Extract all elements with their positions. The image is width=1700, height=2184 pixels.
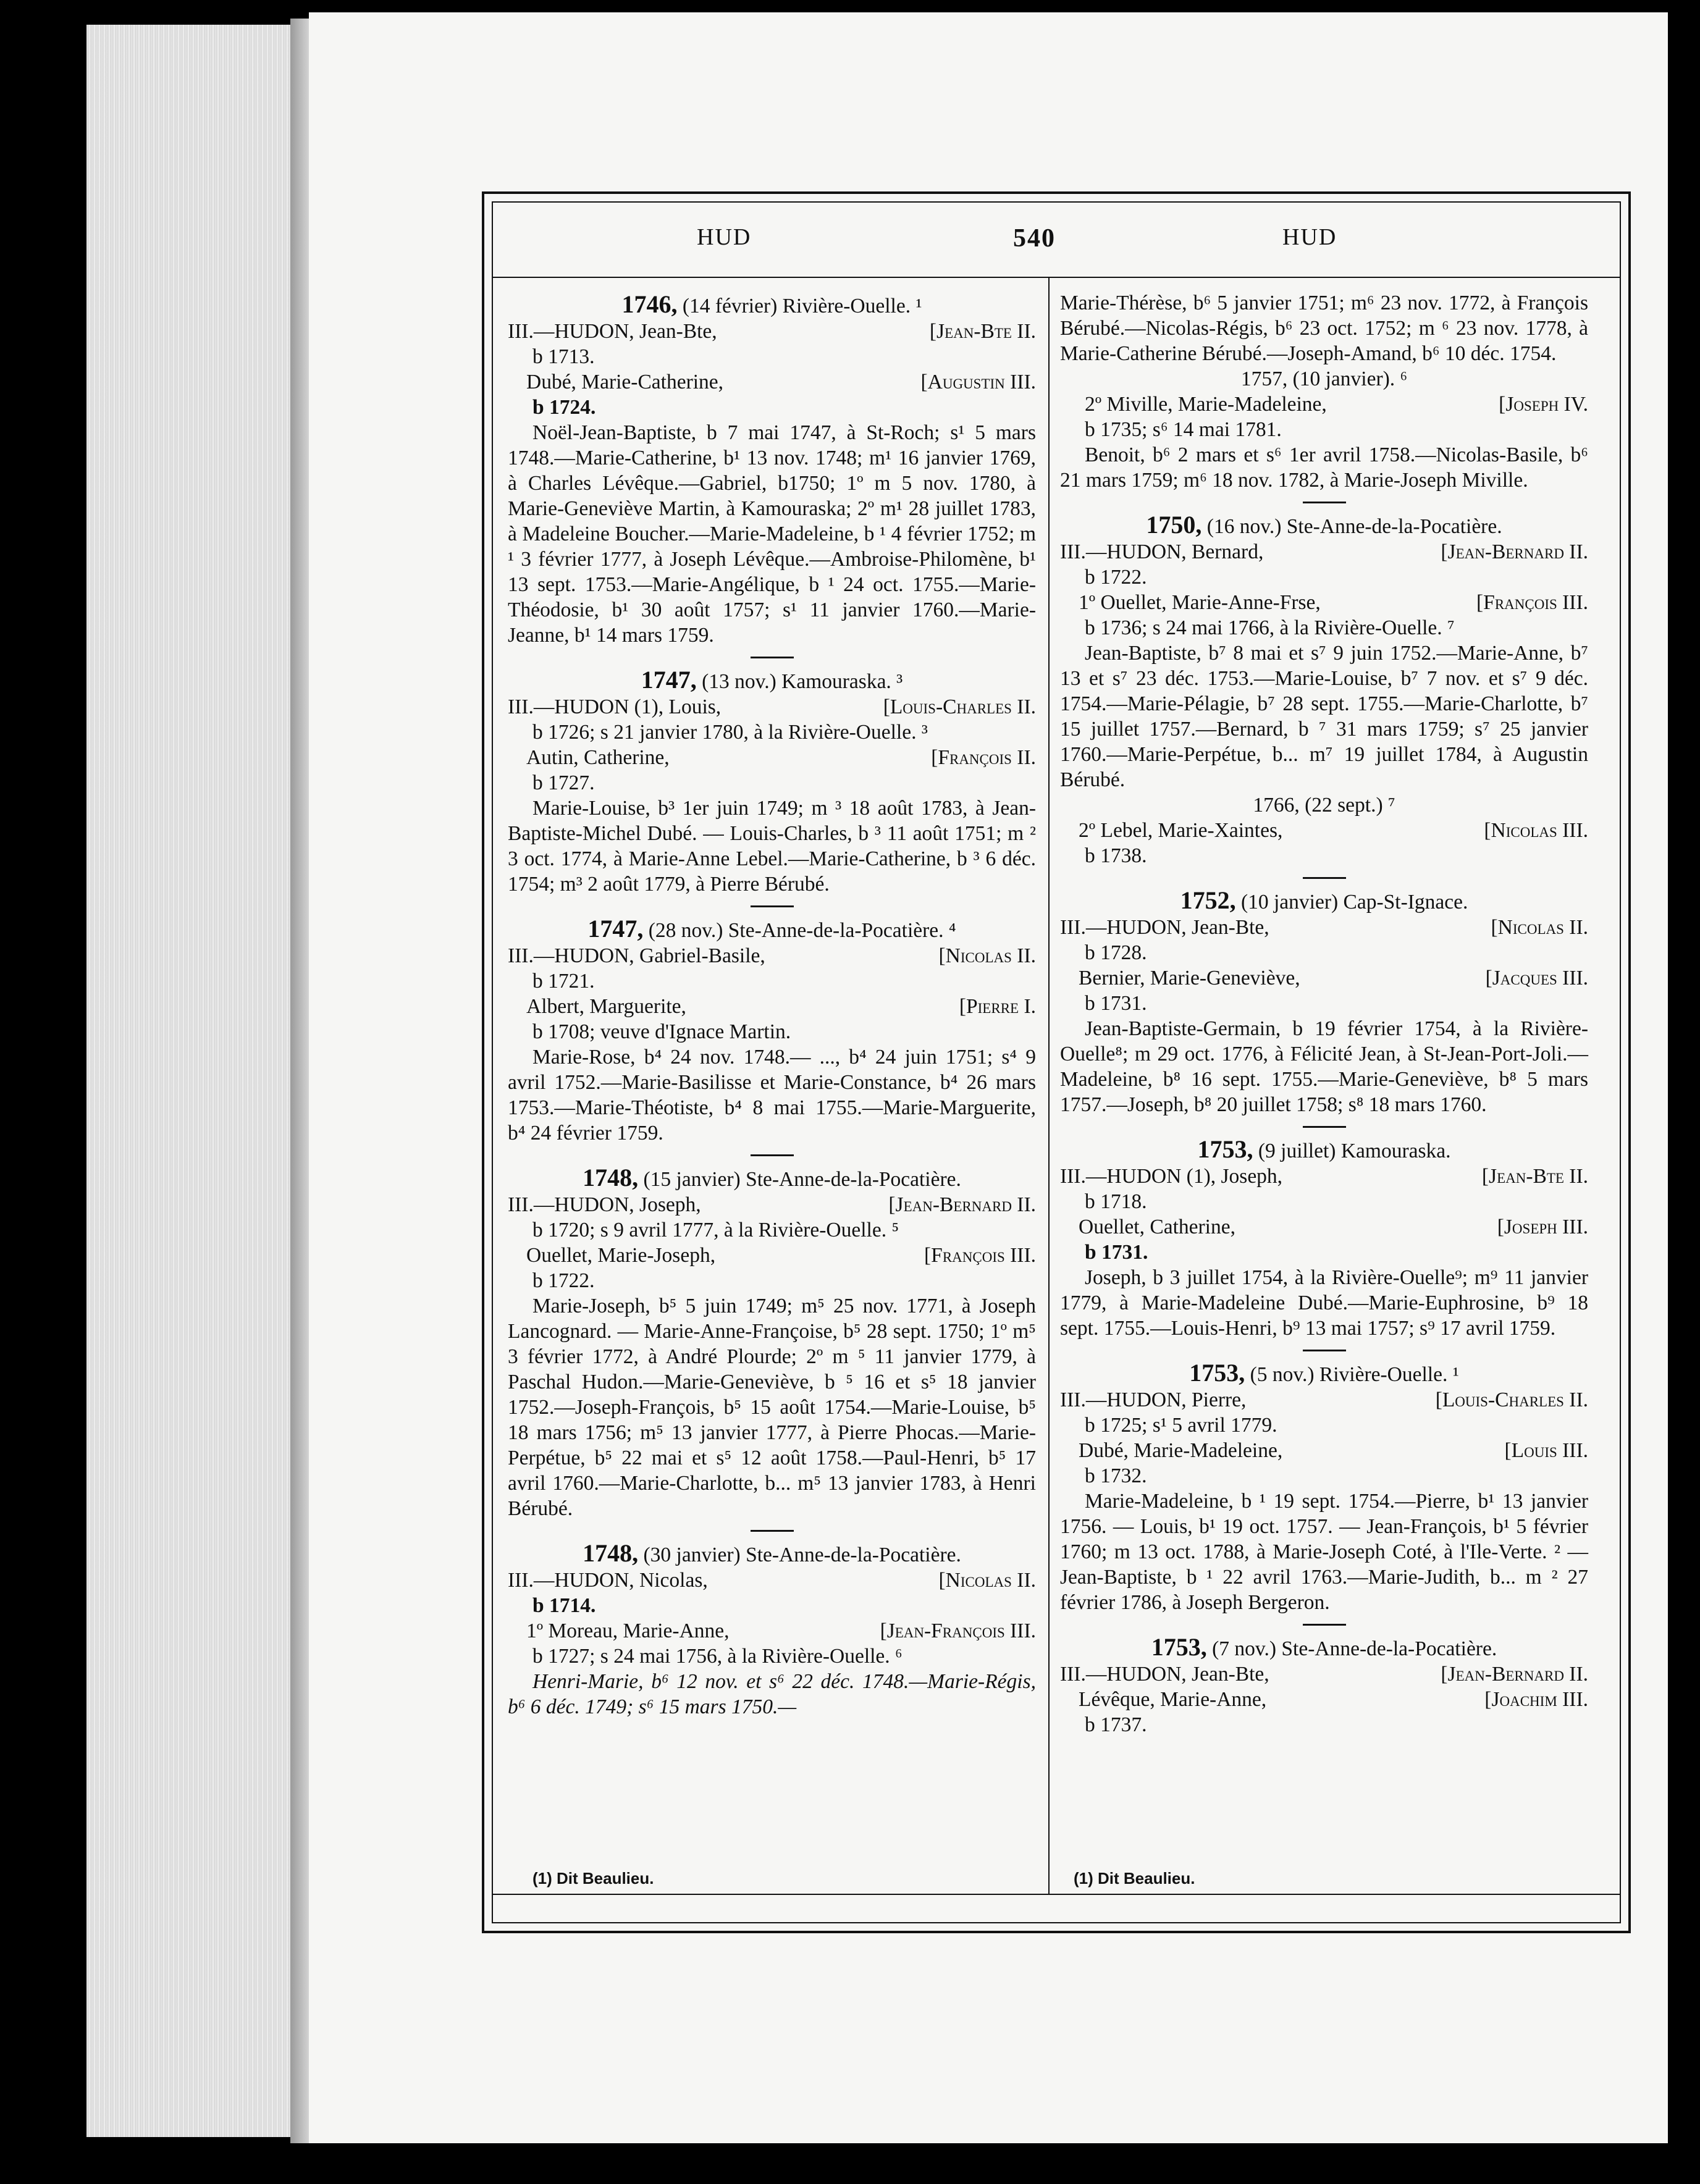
wife-line: Albert, Marguerite, [Pierre I.: [526, 995, 1036, 1018]
wife-line: Lévêque, Marie-Anne, [Joachim III.: [1079, 1688, 1588, 1711]
children-list: Marie-Madeleine, b ¹ 19 sept. 1754.—Pierre, b¹ 13 janvier 1756. — Louis, b¹ 19 oct. 1757. — Jean-François, b¹ 5 février 1760; m 13 oct. 1788, à Marie-Joseph Coté, à l'Ile-Verte. ² — Jean-Baptiste, b ¹ 22 avril 1763.—Marie-Judith, b... m ² 27 février 1786, à Joseph Bergeron.: [1060, 1490, 1588, 1614]
entry-heading: 1746, (14 février) Rivière-Ouelle. ¹: [621, 290, 922, 318]
wife-birth: b 1708; veuve d'Ignace Martin.: [532, 1020, 791, 1043]
husband-birth: b 1725; s¹ 5 avril 1779.: [1085, 1414, 1277, 1437]
husband-birth: b 1728.: [1085, 941, 1147, 964]
entry-heading: 1753, (9 juillet) Kamouraska.: [1197, 1135, 1451, 1163]
children-list: Benoit, b⁶ 2 mars et s⁶ 1er avril 1758.—Nicolas-Basile, b⁶ 21 mars 1759; m⁶ 18 nov. 1782, à Marie-Joseph Miville.: [1060, 443, 1588, 492]
second-marriage-heading: 1757, (10 janvier). ⁶: [1240, 368, 1408, 390]
wife-birth: b 1727.: [532, 771, 595, 794]
entry-separator: [1303, 1126, 1346, 1128]
wife-line: Dubé, Marie-Madeleine, [Louis III.: [1079, 1439, 1588, 1462]
wife-birth: b 1727; s 24 mai 1756, à la Rivière-Ouelle. ⁶: [532, 1645, 903, 1668]
entry-heading: 1748, (15 janvier) Ste-Anne-de-la-Pocatière.: [583, 1164, 961, 1191]
entry-heading: 1753, (5 nov.) Rivière-Ouelle. ¹: [1189, 1359, 1459, 1387]
entry-heading: 1753, (7 nov.) Ste-Anne-de-la-Pocatière.: [1151, 1633, 1497, 1661]
husband-line: III.—HUDON, Jean-Bte, [Jean-Bte II.: [508, 320, 1036, 343]
entry-separator: [751, 1154, 794, 1156]
children-list: Joseph, b 3 juillet 1754, à la Rivière-Ouelle⁹; m⁹ 11 janvier 1779, à Marie-Madeleine Dubé.—Marie-Euphrosine, b⁹ 18 sept. 1755.—Louis-Henri, b⁹ 13 mai 1757; s⁹ 17 avril 1759.: [1060, 1266, 1588, 1340]
wife-birth: b 1732.: [1085, 1464, 1147, 1487]
second-marriage-heading: 1766, (22 sept.) ⁷: [1253, 794, 1395, 817]
husband-birth: b 1726; s 21 janvier 1780, à la Rivière-Ouelle. ³: [532, 721, 928, 744]
husband-line: III.—HUDON, Nicolas, [Nicolas II.: [508, 1569, 1036, 1592]
husband-birth: b 1720; s 9 avril 1777, à la Rivière-Ouelle. ⁵: [532, 1219, 899, 1241]
wife-line: 2º Miville, Marie-Madeleine, [Joseph IV.: [1085, 393, 1588, 416]
entry-heading: 1748, (30 janvier) Ste-Anne-de-la-Pocatière.: [583, 1539, 961, 1567]
entry-separator: [751, 657, 794, 658]
wife-birth: b 1724.: [532, 396, 596, 419]
entry-heading: 1747, (28 nov.) Ste-Anne-de-la-Pocatière. ⁴: [587, 915, 956, 943]
husband-line: III.—HUDON (1), Louis, [Louis-Charles II.: [508, 695, 1036, 718]
wife-line: Dubé, Marie-Catherine, [Augustin III.: [526, 371, 1036, 393]
entry-separator: [1303, 877, 1346, 879]
entry-heading: 1752, (10 janvier) Cap-St-Ignace.: [1180, 886, 1468, 914]
running-head-left: HUD: [697, 224, 752, 250]
entry-separator: [751, 1530, 794, 1532]
footnote-left: (1) Dit Beaulieu.: [532, 1869, 654, 1888]
wife-birth: b 1731.: [1085, 1241, 1148, 1264]
wife-line: Bernier, Marie-Geneviève, [Jacques III.: [1079, 967, 1588, 989]
wife-line: 2º Lebel, Marie-Xaintes, [Nicolas III.: [1079, 819, 1588, 842]
wife-line: 1º Ouellet, Marie-Anne-Frse, [François III.: [1079, 591, 1588, 614]
husband-birth: b 1718.: [1085, 1190, 1147, 1213]
children-list: Marie-Louise, b³ 1er juin 1749; m ³ 18 août 1783, à Jean-Baptiste-Michel Dubé. — Louis-Charles, b ³ 11 août 1751; m ² 3 oct. 1774, à Marie-Anne Lebel.—Marie-Catherine, b ³ 6 déc. 1754; m³ 2 août 1779, à Pierre Bérubé.: [508, 797, 1036, 896]
children-list: Noël-Jean-Baptiste, b 7 mai 1747, à St-Roch; s¹ 5 mars 1748.—Marie-Catherine, b¹ 13 nov. 1748; m¹ 16 janvier 1769, à Charles Lévêque.—Gabriel, b1750; 1º m 5 nov. 1780, à Marie-Geneviève Martin, à Kamouraska; 2º m¹ 28 juillet 1783, à Madeleine Boucher.—Marie-Madeleine, b ¹ 4 février 1752; m ¹ 3 février 1777, à Joseph Lévêque.—Ambroise-Philomène, b¹ 13 sept. 1753.—Marie-Angélique, b ¹ 24 oct. 1755.—Marie-Théodosie, b¹ 30 août 1757; s¹ 11 janvier 1760.—Marie-Jeanne, b¹ 14 mars 1759.: [508, 421, 1036, 647]
husband-line: III.—HUDON, Jean-Bte, [Nicolas II.: [1060, 916, 1588, 939]
children-list: Marie-Joseph, b⁵ 5 juin 1749; m⁵ 25 nov. 1771, à Joseph Lancognard. — Marie-Anne-Françoise, b⁵ 28 sept. 1750; 1º m⁵ 3 février 1772, à André Plourde; 2º m ⁵ 11 janvier 1779, à Paschal Hudon.—Marie-Geneviève, b ⁵ 16 et s⁵ 18 janvier 1752.—Joseph-François, b⁵ 15 août 1754.—Marie-Louise, b⁵ 18 mars 1756; m⁵ 13 janvier 1777, à Pierre Phocas.—Marie-Perpétue, b⁵ 22 mai et s⁵ 12 août 1758.—Paul-Henri, b⁵ 17 avril 1760.—Marie-Charlotte, b... m⁵ 13 janvier 1783, à Henri Bérubé.: [508, 1295, 1036, 1520]
wife-birth: b 1737.: [1085, 1713, 1147, 1736]
husband-line: III.—HUDON, Jean-Bte, [Jean-Bernard II.: [1060, 1663, 1588, 1686]
wife-line: Ouellet, Marie-Joseph, [François III.: [526, 1244, 1036, 1267]
husband-line: III.—HUDON (1), Joseph, [Jean-Bte II.: [1060, 1165, 1588, 1188]
husband-birth: b 1721.: [532, 970, 595, 993]
footnote-rule: [492, 1894, 1621, 1895]
header-rule: [492, 277, 1621, 278]
entry-separator: [751, 905, 794, 907]
husband-birth: b 1714.: [532, 1594, 596, 1617]
children-list-continued: Marie-Thérèse, b⁶ 5 janvier 1751; m⁶ 23 nov. 1772, à François Bérubé.—Nicolas-Régis, b⁶ 23 oct. 1752; m ⁶ 23 nov. 1778, à Marie-Catherine Bérubé.—Joseph-Amand, b⁶ 10 déc. 1754.: [1060, 292, 1588, 365]
column-divider: [1048, 277, 1050, 1894]
wife-birth: b 1735; s⁶ 14 mai 1781.: [1085, 418, 1282, 441]
husband-line: III.—HUDON, Bernard, [Jean-Bernard II.: [1060, 540, 1588, 563]
husband-line: III.—HUDON, Joseph, [Jean-Bernard II.: [508, 1193, 1036, 1216]
husband-birth: b 1713.: [532, 345, 595, 368]
entry-separator: [1303, 502, 1346, 503]
wife-line: 1º Moreau, Marie-Anne, [Jean-François III.: [526, 1619, 1036, 1642]
page-number: 540: [1013, 224, 1056, 253]
children-list: Marie-Rose, b⁴ 24 nov. 1748.— ..., b⁴ 24 juin 1751; s⁴ 9 avril 1752.—Marie-Basilisse et Marie-Constance, b⁴ 26 mars 1753.—Marie-Théotiste, b⁴ 8 mai 1755.—Marie-Marguerite, b⁴ 24 février 1759.: [508, 1046, 1036, 1144]
running-head-right: HUD: [1282, 224, 1337, 250]
entry-heading: 1750, (16 nov.) Ste-Anne-de-la-Pocatière.: [1146, 511, 1502, 539]
wife-birth: b 1722.: [532, 1269, 595, 1292]
left-column: [508, 290, 1036, 1720]
husband-line: III.—HUDON, Pierre, [Louis-Charles II.: [1060, 1388, 1588, 1411]
wife-line: Autin, Catherine, [François II.: [526, 746, 1036, 769]
entry-separator: [1303, 1624, 1346, 1626]
entry-heading: 1747, (13 nov.) Kamouraska. ³: [641, 666, 903, 694]
wife-birth: b 1738.: [1085, 844, 1147, 867]
husband-birth: b 1722.: [1085, 566, 1147, 589]
entry-separator: [1303, 1350, 1346, 1351]
children-list: Henri-Marie, b⁶ 12 nov. et s⁶ 22 déc. 1748.—Marie-Régis, b⁶ 6 déc. 1749; s⁶ 15 mars 1750.—: [508, 1670, 1036, 1718]
children-list: Jean-Baptiste-Germain, b 19 février 1754, à la Rivière-Ouelle⁸; m 29 oct. 1776, à Félicité Jean, à St-Jean-Port-Joli.—Madeleine, b⁸ 16 sept. 1755.—Marie-Geneviève, b⁸ 5 mars 1757.—Joseph, b⁸ 20 juillet 1758; s⁸ 18 mars 1760.: [1060, 1017, 1588, 1116]
right-column: [1060, 290, 1588, 1737]
children-list: Jean-Baptiste, b⁷ 8 mai et s⁷ 9 juin 1752.—Marie-Anne, b⁷ 13 et s⁷ 23 déc. 1753.—Marie-Louise, b⁷ 7 nov. et s⁷ 9 déc. 1754.—Marie-Pélagie, b⁷ 28 sept. 1755.—Marie-Charlotte, b⁷ 15 juillet 1757.—Bernard, b ⁷ 31 mars 1759; s⁷ 25 janvier 1760.—Marie-Perpétue, b... m⁷ 19 juillet 1784, à Augustin Bérubé.: [1060, 642, 1588, 791]
wife-birth: b 1731.: [1085, 992, 1147, 1015]
footnote-right: (1) Dit Beaulieu.: [1074, 1869, 1195, 1888]
wife-birth: b 1736; s 24 mai 1766, à la Rivière-Ouelle. ⁷: [1085, 616, 1455, 639]
book-page-edges: [86, 25, 309, 2137]
wife-line: Ouellet, Catherine, [Joseph III.: [1079, 1216, 1588, 1238]
husband-line: III.—HUDON, Gabriel-Basile, [Nicolas II.: [508, 944, 1036, 967]
